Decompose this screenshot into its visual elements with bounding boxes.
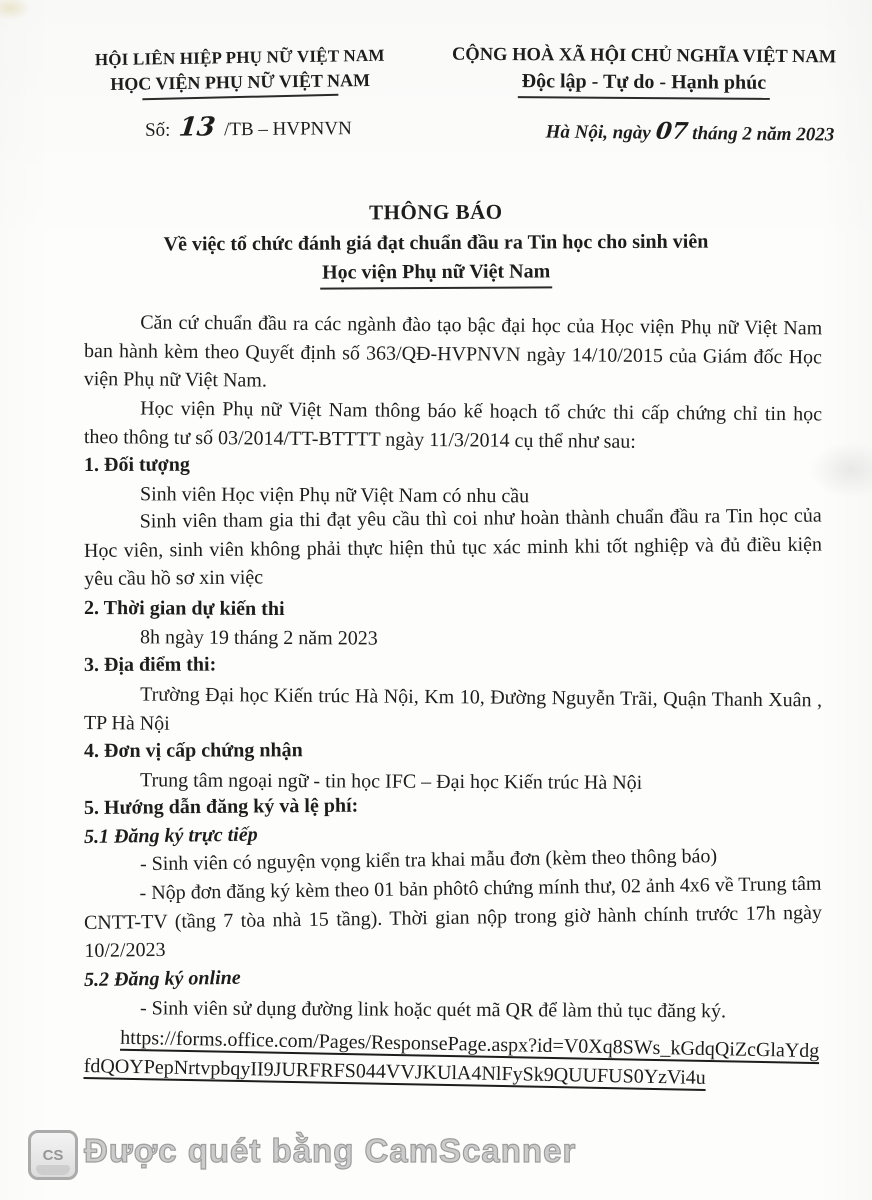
date-day-handwritten: 07 <box>653 117 690 145</box>
parent-org-name: HỘI LIÊN HIỆP PHỤ NỮ VIỆT NAM <box>94 45 385 70</box>
section-3-heading: 3. Địa điểm thi: <box>83 653 217 677</box>
issuing-org-block <box>60 45 421 101</box>
place-date-row <box>530 116 850 146</box>
title-block <box>66 198 806 291</box>
place-date-prefix: Hà Nội, ngày <box>545 121 651 144</box>
doc-number-label: Số: <box>144 119 171 141</box>
place-date-suffix: tháng 2 năm 2023 <box>692 123 835 146</box>
camscanner-watermark-text: Được quét bằng CamScanner <box>84 1132 577 1169</box>
doc-number-row <box>145 111 352 143</box>
national-motto-line2: Độc lập - Tự do - Hạnh phúc <box>518 70 771 100</box>
section-4-heading: 4. Đơn vị cấp chứng nhận <box>83 739 303 762</box>
section-1-paragraph-2: Sinh viên tham gia thi đạt yêu cầu thì coi như hoàn thành chuẩn đầu ra Tin học của Học viên, sinh viên không phải thực hiện thủ tục xác minh khi tốt nghiệp và đủ điều kiện yêu cầu hồ sơ xin việc <box>83 504 823 591</box>
doc-title: THÔNG BÁO <box>369 199 503 225</box>
national-motto-block <box>440 45 848 101</box>
section-4-paragraph-1: Trung tâm ngoại ngữ - tin học IFC – Đại học Kiến trúc Hà Nội <box>139 768 643 794</box>
section-1-heading: 1. Đối tượng <box>83 453 190 476</box>
camscanner-icon-label: CS <box>42 1146 64 1164</box>
registration-form-link[interactable]: https://forms.office.com/Pages/ResponsePage.aspx?id=V0Xq8SWs_kGdqQiZcGlaYdgfdQOYPepNrtvpbqyII9JURFRFS044VVJKUlA4NlFySk9QUUFUS0YzVi4u <box>83 1026 820 1089</box>
paragraph-legal-basis: Căn cứ chuẩn đầu ra các ngành đào tạo bậc đại học của Học viện Phụ nữ Việt Nam ban hành kèm theo Quyết định số 363/QĐ-HVPNVN ngày 14/10/2015 của Giám đốc Học viện Phụ nữ Việt Nam. <box>83 311 823 392</box>
org-name: HỌC VIỆN PHỤ NỮ VIỆT NAM <box>110 69 371 95</box>
org-name-underline <box>142 94 338 100</box>
national-motto-line1: CỘNG HOÀ XÃ HỘI CHỦ NGHĨA VIỆT NAM <box>451 44 837 68</box>
doc-number-handwritten: 13 <box>177 112 218 143</box>
section-2-paragraph-1: 8h ngày 19 tháng 2 năm 2023 <box>139 625 378 650</box>
section-5-heading: 5. Hướng dẫn đăng ký và lệ phí: <box>83 794 359 820</box>
section-2-heading: 2. Thời gian dự kiến thi <box>83 596 285 620</box>
section-1-paragraph-1: Sinh viên Học viện Phụ nữ Việt Nam có nhu cầu <box>139 482 530 507</box>
section-5-2-paragraph-1: - Sinh viên sử dụng đường link hoặc quét mã QR để làm thủ tục đăng ký. <box>139 997 727 1023</box>
section-5-1-paragraph-2: - Nộp đơn đăng ký kèm theo 01 bản phôtô chứng mính thư, 02 ảnh 4x6 về Trung tâm CNTT-TV (tầng 7 tòa nhà 15 tầng). Thời gian nộp trong giờ hành chính trước 17h ngày 10/2/2023 <box>83 872 823 963</box>
doc-number-suffix: /TB – HVPNVN <box>223 118 352 141</box>
section-5-1-paragraph-1: - Sinh viên có nguyện vọng kiển tra khai mẫu đơn (kèm theo thông báo) <box>139 845 718 876</box>
doc-subject-line1: Về việc tổ chức đánh giá đạt chuẩn đầu ra Tin học cho sinh viên <box>163 230 709 256</box>
section-5-1-heading: 5.1 Đăng ký trực tiếp <box>83 823 258 848</box>
camscanner-icon <box>28 1130 78 1180</box>
document-body <box>83 308 823 1089</box>
camscanner-watermark-bar <box>0 1126 872 1186</box>
section-5-2-heading: 5.2 Đăng ký online <box>83 966 241 991</box>
doc-subject-line2: Học viện Phụ nữ Việt Nam <box>320 260 552 289</box>
section-3-paragraph-1: Trường Đại học Kiến trúc Hà Nội, Km 10, Đường Nguyễn Trãi, Quận Thanh Xuân , TP Hà Nội <box>83 683 823 735</box>
paragraph-announcement: Học viện Phụ nữ Việt Nam thông báo kế hoạch tổ chức thi cấp chứng chỉ tin học theo thông tư số 03/2014/TT-BTTTT ngày 11/3/2014 cụ thể như sau: <box>83 397 823 453</box>
